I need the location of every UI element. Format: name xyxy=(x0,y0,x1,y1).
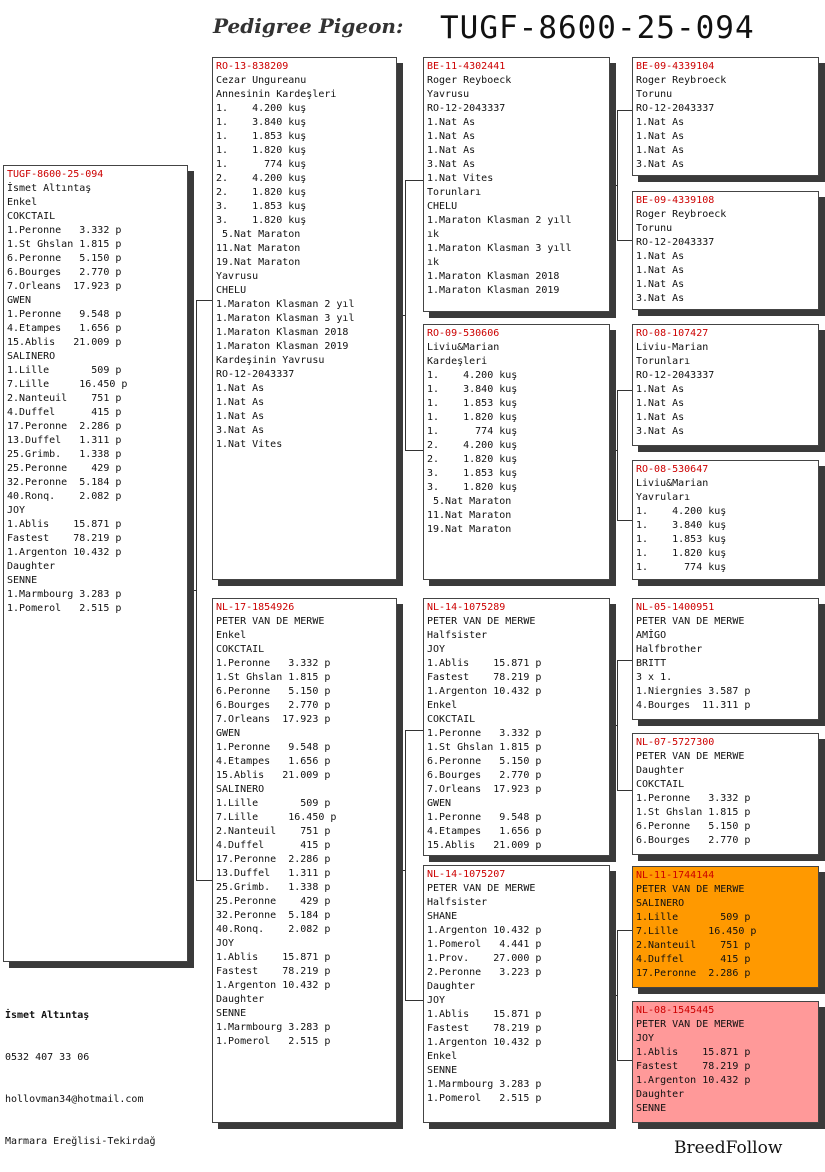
pedigree-line: Enkel xyxy=(7,197,38,208)
connector-line xyxy=(617,930,632,931)
pedigree-line: SALINERO xyxy=(216,784,265,795)
pedigree-box-dam-dam-sire xyxy=(632,866,819,988)
pedigree-box-dam-sire-sire xyxy=(632,598,819,720)
pedigree-label: Pedigree Pigeon: xyxy=(213,14,404,38)
pedigree-line: PETER VAN DE MERWE xyxy=(636,884,745,895)
pedigree-line: 17.Peronne 2.286 p xyxy=(7,421,122,432)
connector-line xyxy=(405,180,406,450)
pedigree-line: JOY xyxy=(216,938,235,949)
pedigree-line: 4.Duffel 415 p xyxy=(636,954,751,965)
pedigree-line: 2.Nanteuil 751 p xyxy=(216,826,331,837)
pedigree-box-dam xyxy=(212,598,397,1123)
ring-number: RO-13-838209 xyxy=(216,61,289,72)
connector-line xyxy=(405,730,423,731)
pedigree-line: JOY xyxy=(636,1033,655,1044)
connector-line xyxy=(405,730,406,1000)
pedigree-line: RO-12-2043337 xyxy=(216,369,295,380)
pedigree-line: Enkel xyxy=(216,630,247,641)
pedigree-line: 1.Nat As xyxy=(636,117,685,128)
pedigree-line: 2. 1.820 kuş xyxy=(216,187,307,198)
pedigree-box-sire-dam xyxy=(423,324,610,580)
pedigree-line: 1.Peronne 3.332 p xyxy=(636,793,751,804)
pedigree-line: SENNE xyxy=(427,1065,458,1076)
pedigree-line: Halfsister xyxy=(427,897,488,908)
pedigree-line: 1.Marmbourg 3.283 p xyxy=(427,1079,542,1090)
pedigree-line: 32.Peronne 5.184 p xyxy=(7,477,122,488)
pedigree-line: GWEN xyxy=(216,728,241,739)
pedigree-line: Daughter xyxy=(636,1089,685,1100)
pedigree-line: 1.Peronne 3.332 p xyxy=(7,225,122,236)
pedigree-line: 6.Bourges 2.770 p xyxy=(216,700,331,711)
pedigree-line: AMİGO xyxy=(636,630,667,641)
pedigree-box-sire-dam-sire xyxy=(632,324,819,446)
pedigree-line: 3. 1.820 kuş xyxy=(216,215,307,226)
pedigree-line: 1.Pomerol 4.441 p xyxy=(427,939,542,950)
pedigree-line: 25.Grimb. 1.338 p xyxy=(216,882,331,893)
pedigree-line: CHELU xyxy=(427,201,458,212)
connector-line xyxy=(617,1060,632,1061)
pedigree-line: 1.Nat As xyxy=(427,131,476,142)
pedigree-line: 1. 1.820 kuş xyxy=(636,548,727,559)
pedigree-line: 1.Nat As xyxy=(216,383,265,394)
pedigree-line: 6.Bourges 2.770 p xyxy=(7,267,122,278)
pedigree-line: Yavrusu xyxy=(427,89,470,100)
pedigree-line: 1.Maraton Klasman 2019 xyxy=(216,341,349,352)
pedigree-line: 1.Nat As xyxy=(636,384,685,395)
connector-line xyxy=(609,995,617,996)
pedigree-line: 1.Prov. 27.000 p xyxy=(427,953,542,964)
pedigree-line: 1.Pomerol 2.515 p xyxy=(427,1093,542,1104)
pedigree-box-dam-dam-dam xyxy=(632,1001,819,1123)
pedigree-box-dam-dam xyxy=(423,865,610,1123)
pedigree-line: 1.Ablis 15.871 p xyxy=(427,658,542,669)
pedigree-line: 1.Peronne 9.548 p xyxy=(7,309,122,320)
pedigree-line: 2.Peronne 3.223 p xyxy=(427,967,542,978)
connector-line xyxy=(617,110,632,111)
pedigree-line: 5.Nat Maraton xyxy=(216,229,301,240)
pedigree-line: 1. 3.840 kuş xyxy=(427,384,518,395)
pedigree-box-dam-sire xyxy=(423,598,610,856)
pedigree-line: Halfbrother xyxy=(636,644,703,655)
pedigree-box-dam-sire-dam xyxy=(632,733,819,855)
pedigree-line: 1. 4.200 kuş xyxy=(427,370,518,381)
connector-line xyxy=(617,930,618,1060)
owner-phone: 0532 407 33 06 xyxy=(5,1052,90,1063)
pedigree-line: 25.Grimb. 1.338 p xyxy=(7,449,122,460)
pedigree-line: 7.Lille 16.450 p xyxy=(7,379,128,390)
pedigree-line: Liviu&Marian xyxy=(427,342,500,353)
connector-line xyxy=(187,590,196,591)
pedigree-line: Kardeşinin Yavrusu xyxy=(216,355,325,366)
pedigree-line: 19.Nat Maraton xyxy=(216,257,301,268)
pedigree-line: 2. 4.200 kuş xyxy=(427,440,518,451)
pedigree-box-subject xyxy=(3,165,188,962)
ring-number: RO-09-530606 xyxy=(427,328,500,339)
pedigree-line: SENNE xyxy=(7,575,38,586)
connector-line xyxy=(396,870,405,871)
pedigree-line: 1. 1.853 kuş xyxy=(427,398,518,409)
pedigree-line: 4.Etampes 1.656 p xyxy=(216,756,331,767)
pedigree-line: 1.Nat As xyxy=(636,398,685,409)
pedigree-line: 6.Bourges 2.770 p xyxy=(636,835,751,846)
pedigree-line: 17.Peronne 2.286 p xyxy=(216,854,331,865)
pedigree-box-sire-dam-dam xyxy=(632,460,819,580)
pedigree-line: 1.Nat As xyxy=(216,397,265,408)
connector-line xyxy=(196,300,212,301)
pedigree-line: Daughter xyxy=(636,765,685,776)
pedigree-line: Torunu xyxy=(636,89,673,100)
pedigree-line: 1.Nat As xyxy=(636,251,685,262)
pedigree-line: 1.Nat As xyxy=(636,145,685,156)
pedigree-line: 4.Duffel 415 p xyxy=(216,840,331,851)
pedigree-line: 2.Nanteuil 751 p xyxy=(636,940,751,951)
pedigree-line: 1.Nat Vites xyxy=(427,173,494,184)
pedigree-line: 1. 774 kuş xyxy=(636,562,727,573)
pedigree-line: 1.Nat As xyxy=(636,265,685,276)
connector-line xyxy=(617,520,632,521)
pedigree-line: 6.Peronne 5.150 p xyxy=(427,756,542,767)
pedigree-line: 1.Marmbourg 3.283 p xyxy=(216,1022,331,1033)
pedigree-line: Fastest 78.219 p xyxy=(636,1061,751,1072)
connector-line xyxy=(405,180,423,181)
pedigree-box-sire-sire-sire xyxy=(632,57,819,176)
pedigree-line: CHELU xyxy=(216,285,247,296)
pedigree-line: 1.Argenton 10.432 p xyxy=(636,1075,751,1086)
pedigree-line: Fastest 78.219 p xyxy=(427,672,542,683)
pedigree-line: COKCTAIL xyxy=(427,714,476,725)
connector-line xyxy=(609,450,617,451)
pedigree-line: 1.Ablis 15.871 p xyxy=(636,1047,751,1058)
pedigree-line: 1.St Ghslan 1.815 p xyxy=(636,807,751,818)
pedigree-line: 1.Maraton Klasman 2018 xyxy=(427,271,560,282)
pedigree-line: 13.Duffel 1.311 p xyxy=(7,435,122,446)
pedigree-line: 19.Nat Maraton xyxy=(427,524,512,535)
pedigree-line: SENNE xyxy=(636,1103,667,1114)
pedigree-line: PETER VAN DE MERWE xyxy=(427,616,536,627)
pedigree-line: JOY xyxy=(427,995,446,1006)
pedigree-box-sire xyxy=(212,57,397,580)
connector-line xyxy=(405,450,423,451)
ring-number: RO-08-530647 xyxy=(636,464,709,475)
ring-number: NL-14-1075207 xyxy=(427,869,506,880)
pedigree-line: 1.Nat As xyxy=(216,411,265,422)
pedigree-line: 1.Nat As xyxy=(427,145,476,156)
pedigree-line: 32.Peronne 5.184 p xyxy=(216,910,331,921)
pedigree-line: 1.Maraton Klasman 2018 xyxy=(216,327,349,338)
pedigree-line: 1. 1.853 kuş xyxy=(636,534,727,545)
pedigree-line: PETER VAN DE MERWE xyxy=(216,616,325,627)
pedigree-line: PETER VAN DE MERWE xyxy=(636,751,745,762)
pedigree-line: JOY xyxy=(427,644,446,655)
pedigree-line: Torunları xyxy=(427,187,482,198)
pedigree-line: 3.Nat As xyxy=(427,159,476,170)
pedigree-line: Enkel xyxy=(427,1051,458,1062)
pedigree-box-sire-sire xyxy=(423,57,610,312)
pedigree-line: PETER VAN DE MERWE xyxy=(427,883,536,894)
pedigree-line: Liviu-Marian xyxy=(636,342,709,353)
pedigree-line: 1.Lille 509 p xyxy=(7,365,122,376)
pedigree-line: 1.Nat As xyxy=(636,279,685,290)
pedigree-line: GWEN xyxy=(427,798,452,809)
pedigree-line: 7.Orleans 17.923 p xyxy=(427,784,542,795)
pedigree-line: JOY xyxy=(7,505,26,516)
pedigree-line: 1.Ablis 15.871 p xyxy=(7,519,122,530)
pedigree-line: 13.Duffel 1.311 p xyxy=(216,868,331,879)
pedigree-line: 1.Nat As xyxy=(636,412,685,423)
pedigree-line: ık xyxy=(427,229,440,240)
pedigree-line: 1. 1.853 kuş xyxy=(216,131,307,142)
pedigree-line: 11.Nat Maraton xyxy=(427,510,512,521)
pedigree-line: SALINERO xyxy=(636,898,685,909)
ring-number: NL-11-1744144 xyxy=(636,870,715,881)
pedigree-line: 2. 4.200 kuş xyxy=(216,173,307,184)
pedigree-line: 1. 774 kuş xyxy=(216,159,307,170)
pedigree-line: 1.Argenton 10.432 p xyxy=(427,686,542,697)
pedigree-line: 1.Pomerol 2.515 p xyxy=(216,1036,331,1047)
pedigree-line: 1. 4.200 kuş xyxy=(636,506,727,517)
pedigree-line: 1.Marmbourg 3.283 p xyxy=(7,589,122,600)
pedigree-line: 1.Lille 509 p xyxy=(636,912,751,923)
pedigree-line: 4.Etampes 1.656 p xyxy=(427,826,542,837)
pedigree-line: 1. 774 kuş xyxy=(427,426,518,437)
pedigree-line: Torunları xyxy=(636,356,691,367)
pedigree-line: Cezar Ungureanu xyxy=(216,75,307,86)
ring-number: NL-07-5727300 xyxy=(636,737,715,748)
pedigree-line: 3. 1.853 kuş xyxy=(427,468,518,479)
owner-contact xyxy=(5,981,156,1163)
pedigree-line: 1. 1.820 kuş xyxy=(216,145,307,156)
pedigree-line: Yavruları xyxy=(636,492,691,503)
pedigree-line: 4.Duffel 415 p xyxy=(7,407,122,418)
connector-line xyxy=(196,300,197,880)
pedigree-line: 6.Bourges 2.770 p xyxy=(427,770,542,781)
pedigree-line: 1.Argenton 10.432 p xyxy=(7,547,122,558)
pedigree-line: RO-12-2043337 xyxy=(636,237,715,248)
pedigree-line: Daughter xyxy=(216,994,265,1005)
pedigree-line: Yavrusu xyxy=(216,271,259,282)
pedigree-line: RO-12-2043337 xyxy=(427,103,506,114)
pedigree-line: 1. 3.840 kuş xyxy=(216,117,307,128)
connector-line xyxy=(396,315,405,316)
pedigree-line: 1.Niergnies 3.587 p xyxy=(636,686,751,697)
pedigree-line: RO-12-2043337 xyxy=(636,370,715,381)
pedigree-box-sire-sire-dam xyxy=(632,191,819,310)
connector-line xyxy=(617,110,618,240)
connector-line xyxy=(405,1000,423,1001)
pedigree-line: COKCTAIL xyxy=(7,211,56,222)
connector-line xyxy=(617,390,618,520)
pedigree-line: 1.Argenton 10.432 p xyxy=(216,980,331,991)
pedigree-line: 1.Nat As xyxy=(427,117,476,128)
pedigree-line: 1.Lille 509 p xyxy=(216,798,331,809)
pedigree-line: 4.Bourges 11.311 p xyxy=(636,700,751,711)
pedigree-line: İsmet Altıntaş xyxy=(7,183,92,194)
pedigree-line: Halfsister xyxy=(427,630,488,641)
pedigree-line: 1. 1.820 kuş xyxy=(427,412,518,423)
pedigree-line: 1.Maraton Klasman 2 yıl xyxy=(216,299,355,310)
pedigree-line: 1.Ablis 15.871 p xyxy=(427,1009,542,1020)
ring-number: NL-14-1075289 xyxy=(427,602,506,613)
pedigree-line: Daughter xyxy=(427,981,476,992)
ring-number: NL-17-1854926 xyxy=(216,602,295,613)
ring-number: BE-09-4339108 xyxy=(636,195,715,206)
pedigree-line: 2. 1.820 kuş xyxy=(427,454,518,465)
pedigree-line: 1.Argenton 10.432 p xyxy=(427,1037,542,1048)
pedigree-line: 3.Nat As xyxy=(636,426,685,437)
pedigree-line: Liviu&Marian xyxy=(636,478,709,489)
pedigree-line: 1.Maraton Klasman 3 yıl xyxy=(216,313,355,324)
pedigree-line: 1.Maraton Klasman 2 yıll xyxy=(427,215,572,226)
ring-number: BE-11-4302441 xyxy=(427,61,506,72)
pedigree-line: Roger Reyboeck xyxy=(427,75,512,86)
pedigree-line: Kardeşleri xyxy=(427,356,488,367)
pedigree-line: 17.Peronne 2.286 p xyxy=(636,968,751,979)
connector-line xyxy=(617,660,618,790)
owner-location: Marmara Ereğlisi-Tekirdağ xyxy=(5,1136,156,1147)
ring-number: NL-05-1400951 xyxy=(636,602,715,613)
pedigree-line: SHANE xyxy=(427,911,458,922)
pedigree-line: 15.Ablis 21.009 p xyxy=(427,840,542,851)
pedigree-line: Torunu xyxy=(636,223,673,234)
pedigree-line: 1.Argenton 10.432 p xyxy=(427,925,542,936)
pedigree-line: Daughter xyxy=(7,561,56,572)
pedigree-line: 25.Peronne 429 p xyxy=(7,463,122,474)
pedigree-line: SENNE xyxy=(216,1008,247,1019)
pedigree-line: BRITT xyxy=(636,658,667,669)
pedigree-line: COKCTAIL xyxy=(216,644,265,655)
pedigree-line: 3. 1.820 kuş xyxy=(427,482,518,493)
connector-line xyxy=(617,790,632,791)
connector-line xyxy=(617,390,632,391)
pedigree-line: 40.Ronq. 2.082 p xyxy=(216,924,331,935)
pedigree-line: Fastest 78.219 p xyxy=(7,533,122,544)
pedigree-line: 1. 4.200 kuş xyxy=(216,103,307,114)
pedigree-line: 3.Nat As xyxy=(636,293,685,304)
pedigree-line: 11.Nat Maraton xyxy=(216,243,301,254)
pedigree-line: Roger Reybroeck xyxy=(636,209,727,220)
ring-number: RO-08-107427 xyxy=(636,328,709,339)
owner-email: hollovman34@hotmail.com xyxy=(5,1094,144,1105)
connector-line xyxy=(617,660,632,661)
pedigree-line: Fastest 78.219 p xyxy=(427,1023,542,1034)
owner-name: İsmet Altıntaş xyxy=(5,1010,90,1021)
pedigree-line: COKCTAIL xyxy=(636,779,685,790)
pedigree-line: 1.Pomerol 2.515 p xyxy=(7,603,122,614)
pedigree-line: ık xyxy=(427,257,440,268)
pedigree-line: 1. 3.840 kuş xyxy=(636,520,727,531)
pedigree-line: 3.Nat As xyxy=(216,425,265,436)
pedigree-line: 3 x 1. xyxy=(636,672,673,683)
pedigree-line: 6.Peronne 5.150 p xyxy=(636,821,751,832)
pedigree-line: 1.Peronne 9.548 p xyxy=(427,812,542,823)
pedigree-line: SALINERO xyxy=(7,351,56,362)
pedigree-line: Enkel xyxy=(427,700,458,711)
pedigree-line: Fastest 78.219 p xyxy=(216,966,331,977)
pedigree-line: 5.Nat Maraton xyxy=(427,496,512,507)
pedigree-line: 7.Orleans 17.923 p xyxy=(216,714,331,725)
pedigree-line: 6.Peronne 5.150 p xyxy=(216,686,331,697)
pedigree-line: 3. 1.853 kuş xyxy=(216,201,307,212)
pedigree-line: 25.Peronne 429 p xyxy=(216,896,331,907)
pedigree-line: 1.Peronne 3.332 p xyxy=(427,728,542,739)
pedigree-line: 2.Nanteuil 751 p xyxy=(7,393,122,404)
pedigree-line: 1.Nat Vites xyxy=(216,439,283,450)
connector-line xyxy=(609,185,617,186)
connector-line xyxy=(609,725,617,726)
pedigree-line: 1.St Ghslan 1.815 p xyxy=(427,742,542,753)
pedigree-line: 1.Maraton Klasman 3 yıll xyxy=(427,243,572,254)
pedigree-line: 7.Orleans 17.923 p xyxy=(7,281,122,292)
brand-logo-text: BreedFollow xyxy=(674,1138,783,1158)
pedigree-line: PETER VAN DE MERWE xyxy=(636,616,745,627)
pedigree-line: PETER VAN DE MERWE xyxy=(636,1019,745,1030)
pedigree-line: 4.Etampes 1.656 p xyxy=(7,323,122,334)
pedigree-line: 6.Peronne 5.150 p xyxy=(7,253,122,264)
pedigree-line: Annesinin Kardeşleri xyxy=(216,89,337,100)
ring-number: BE-09-4339104 xyxy=(636,61,715,72)
pedigree-line: 40.Ronq. 2.082 p xyxy=(7,491,122,502)
pedigree-line: 1.Peronne 3.332 p xyxy=(216,658,331,669)
pedigree-line: 15.Ablis 21.009 p xyxy=(7,337,122,348)
pedigree-line: 1.Nat As xyxy=(636,131,685,142)
pedigree-line: 1.Peronne 9.548 p xyxy=(216,742,331,753)
pedigree-line: RO-12-2043337 xyxy=(636,103,715,114)
connector-line xyxy=(196,880,212,881)
pigeon-ring-number: TUGF-8600-25-094 xyxy=(440,10,755,46)
pedigree-line: Roger Reybroeck xyxy=(636,75,727,86)
pedigree-line: 1.St Ghslan 1.815 p xyxy=(7,239,122,250)
pedigree-line: 1.Maraton Klasman 2019 xyxy=(427,285,560,296)
pedigree-line: 7.Lille 16.450 p xyxy=(216,812,337,823)
ring-number: TUGF-8600-25-094 xyxy=(7,169,104,180)
pedigree-line: 1.Ablis 15.871 p xyxy=(216,952,331,963)
pedigree-line: 3.Nat As xyxy=(636,159,685,170)
pedigree-line: 15.Ablis 21.009 p xyxy=(216,770,331,781)
connector-line xyxy=(617,240,632,241)
pedigree-line: 1.St Ghslan 1.815 p xyxy=(216,672,331,683)
pedigree-line: GWEN xyxy=(7,295,32,306)
ring-number: NL-08-1545445 xyxy=(636,1005,715,1016)
pedigree-line: 7.Lille 16.450 p xyxy=(636,926,757,937)
